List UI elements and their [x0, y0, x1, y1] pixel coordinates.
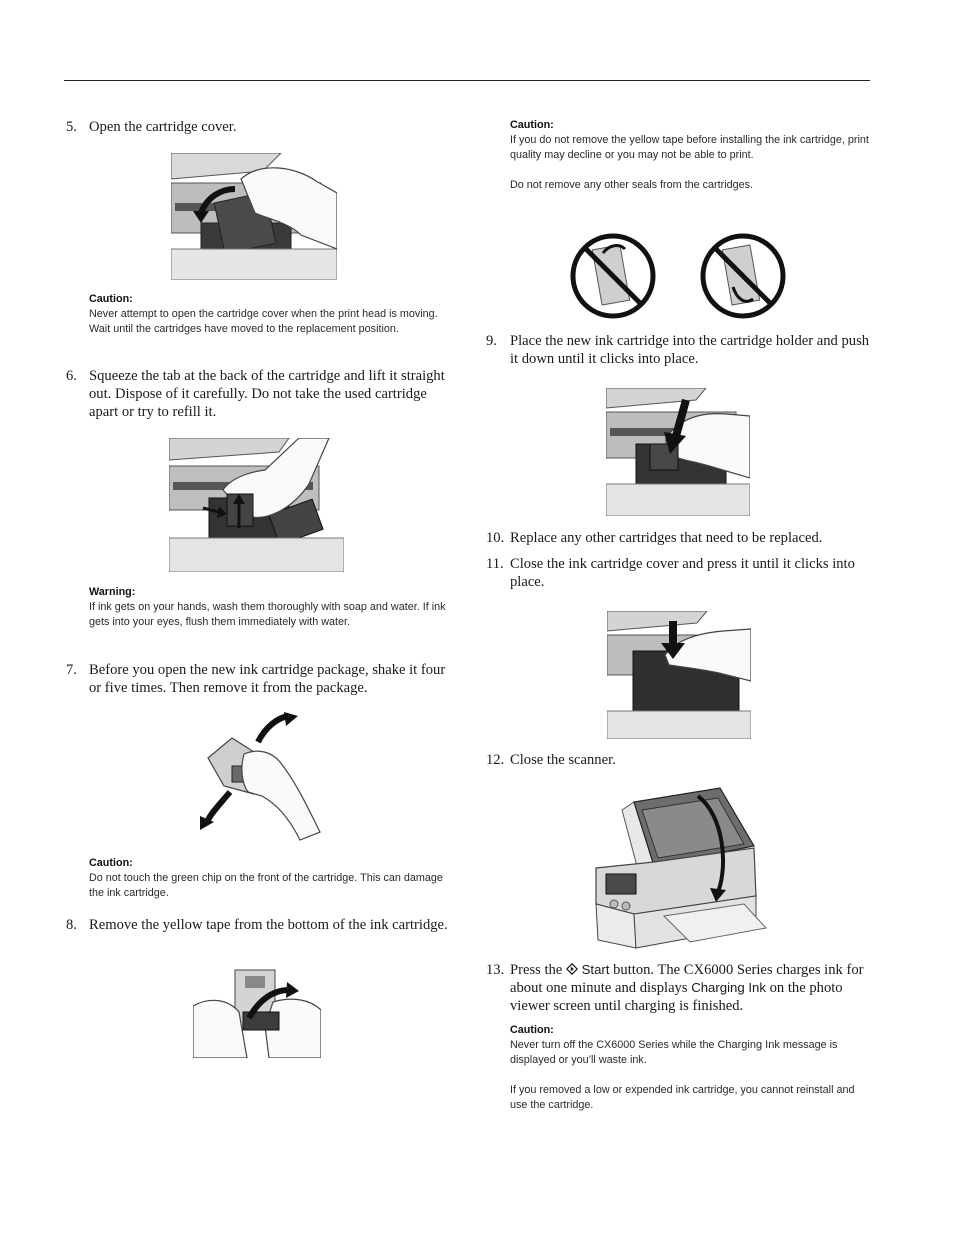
step-10 [486, 529, 872, 547]
caution-text: Never attempt to open the cartridge cover when the print head is moving. Wait until the cartridges have moved to the replacement position. [89, 308, 438, 335]
step-text: Remove the yellow tape from the bottom of the ink cartridge. [89, 917, 448, 933]
step-text: Before you open the new ink cartridge package, shake it four or five times. Then remove it from the package. [89, 662, 446, 696]
step-text: Open the cartridge cover. [89, 119, 237, 135]
step-11 [486, 555, 872, 591]
step-number: 13. [486, 962, 505, 978]
caution-text: Do not touch the green chip on the front of the cartridge. This can damage the ink cartridge. [89, 872, 443, 899]
caution-cartridge-cover [89, 292, 455, 337]
caution-heading: Caution: [510, 119, 554, 131]
caution-heading: Caution: [89, 293, 133, 305]
prohibited-seal-2-icon [703, 236, 783, 316]
step-text-pre: Press the [510, 962, 563, 978]
step-text: Close the scanner. [510, 752, 616, 768]
caution-paragraph-1: If you do not remove the yellow tape before installing the ink cartridge, print quality may decline or you may not be able to print. [510, 134, 869, 161]
step-number: 8. [66, 917, 77, 933]
figure-close-scanner [594, 786, 768, 952]
diamond-start-icon [566, 963, 578, 975]
step-7 [66, 661, 456, 697]
step-text: Squeeze the tab at the back of the cartridge and lift it straight out. Dispose of it carefully. Do not take the used cartridge apart or try to refill it. [89, 368, 445, 420]
start-label: Start [581, 962, 610, 977]
step-number: 7. [66, 662, 77, 678]
caution-paragraph-2: Do not remove any other seals from the cartridges. [510, 179, 754, 191]
figure-close-cartridge-cover [607, 611, 751, 739]
step-text-mid: button. The CX6000 Series charges ink for about one minute and displays [510, 962, 864, 996]
step-5 [66, 118, 456, 136]
header-rule [64, 80, 870, 81]
step-text [510, 961, 872, 1015]
step-text-post: on the photo viewer screen until charging is finished. [510, 980, 843, 1014]
warning-text: If ink gets on your hands, wash them thoroughly with soap and water. If ink gets into your eyes, flush them immediately with water. [89, 601, 446, 628]
caution-paragraph-1 [510, 1038, 870, 1068]
caution-charging-ink [510, 1023, 870, 1113]
step-number: 10. [486, 530, 505, 546]
caution-yellow-tape [510, 118, 870, 193]
step-9 [486, 332, 872, 368]
step-number: 6. [66, 368, 77, 384]
figure-shake-cartridge [196, 712, 324, 842]
step-number: 12. [486, 752, 505, 768]
warning-ink-contact [89, 585, 455, 630]
start-button-ref [566, 962, 610, 978]
figure-lift-cartridge [169, 438, 344, 572]
caution-text-pre: Never turn off the CX6000 Series while the [510, 1039, 715, 1051]
caution-heading: Caution: [89, 857, 133, 869]
step-number: 9. [486, 333, 497, 349]
step-text: Replace any other cartridges that need to be replaced. [510, 530, 823, 546]
step-13 [486, 961, 872, 1015]
figure-remove-yellow-tape [193, 966, 321, 1058]
step-number: 11. [486, 556, 504, 572]
step-12 [486, 751, 872, 769]
charging-ink-message: Charging Ink [717, 1039, 780, 1051]
charging-ink-label: Charging Ink [691, 980, 766, 995]
prohibited-seal-1-icon [573, 236, 653, 316]
step-6 [66, 367, 456, 421]
figure-insert-new-cartridge [606, 388, 750, 516]
caution-green-chip [89, 856, 455, 901]
caution-heading: Caution: [510, 1024, 554, 1036]
figure-do-not-remove-seals [569, 233, 789, 319]
warning-heading: Warning: [89, 586, 136, 598]
step-8 [66, 916, 456, 934]
step-number: 5. [66, 119, 77, 135]
caution-text-post: message is displayed or you’ll waste ink. [510, 1039, 838, 1066]
caution-paragraph-2: If you removed a low or expended ink cartridge, you cannot reinstall and use the cartridge. [510, 1084, 855, 1111]
figure-open-cartridge-cover [171, 153, 337, 280]
step-text: Close the ink cartridge cover and press it until it clicks into place. [510, 556, 855, 590]
step-text: Place the new ink cartridge into the cartridge holder and push it down until it clicks into place. [510, 333, 870, 367]
